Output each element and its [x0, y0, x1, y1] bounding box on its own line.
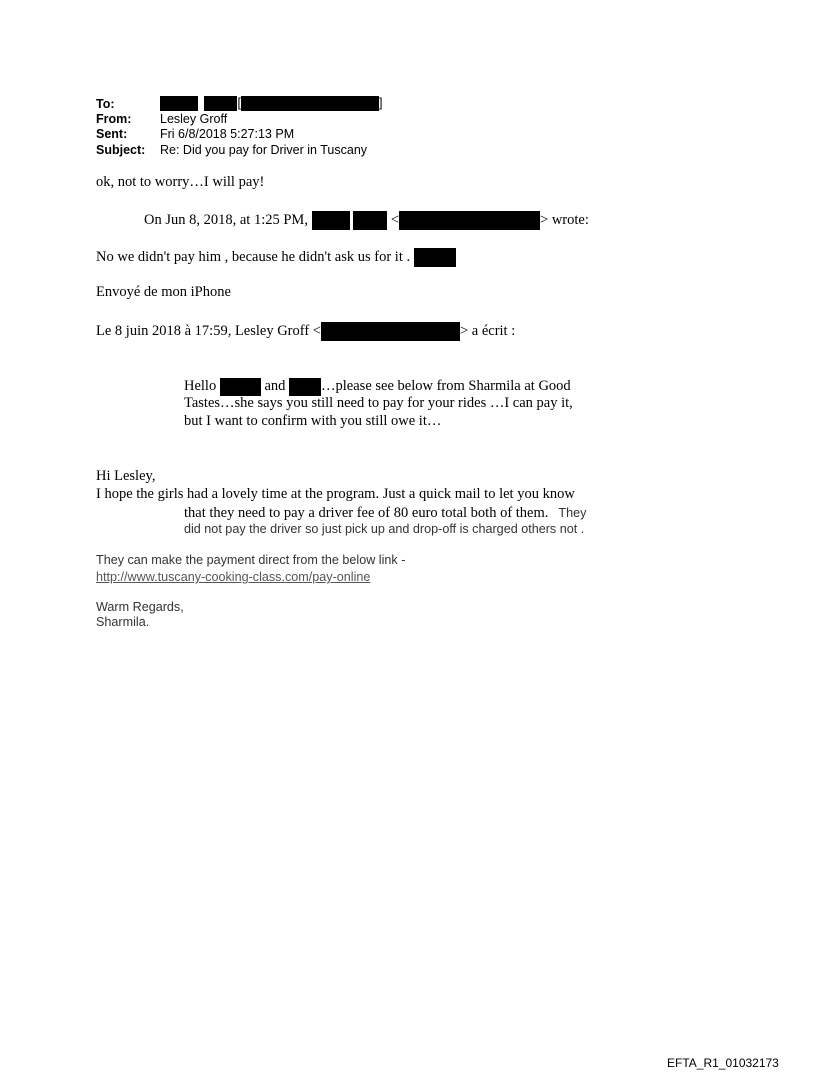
subject-value: Re: Did you pay for Driver in Tuscany [160, 143, 368, 157]
and-text: and [264, 378, 286, 394]
angle-open: < [390, 212, 400, 228]
redaction-box [353, 211, 387, 230]
reply-line: ok, not to worry…I will pay! [96, 174, 265, 190]
forwarded-line2 [184, 504, 586, 522]
redaction-box [321, 322, 460, 341]
signature-name: Sharmila. [96, 615, 150, 629]
quote1-body [96, 247, 456, 267]
redaction-box [204, 96, 237, 111]
redaction-box [399, 211, 540, 230]
to-value [160, 96, 382, 111]
quote1-signature: Envoyé de mon iPhone [96, 284, 231, 300]
quote2-intro [96, 321, 515, 341]
regards-text: Warm Regards, [96, 600, 184, 614]
forwarded-line1: I hope the girls had a lovely time at the program. Just a quick mail to let you know [96, 486, 575, 502]
quote1-intro-suffix: > wrote: [540, 212, 589, 228]
forwarded-line2-serif: that they need to pay a driver fee of 80 euro total both of them. [184, 505, 549, 521]
from-label: From: [96, 112, 132, 126]
subject-label: Subject: [96, 143, 146, 157]
quote1-intro [144, 210, 589, 230]
forwarded-line3: did not pay the driver so just pick up and drop-off is charged others not . [184, 522, 585, 536]
redaction-box [241, 96, 379, 111]
quote2-intro-prefix: Le 8 juin 2018 à 17:59, Lesley Groff < [96, 323, 321, 339]
sent-label: Sent: [96, 127, 128, 141]
redaction-box [312, 211, 350, 230]
payment-text: They can make the payment direct from the below link - [96, 553, 406, 567]
forwarded-line2-sans: They [558, 506, 587, 520]
redaction-box [414, 248, 456, 267]
quote2-line3: but I want to confirm with you still owe it… [184, 413, 442, 429]
redaction-box [160, 96, 198, 111]
quote2-line1-rest: …please see below from Sharmila at Good [321, 378, 571, 394]
hello-text: Hello [184, 378, 217, 394]
document-id: EFTA_R1_01032173 [667, 1056, 779, 1070]
quote1-body-text: No we didn't pay him , because he didn't ask us for it . [96, 249, 411, 265]
bracket-close: ] [378, 96, 383, 110]
quote2-line1 [184, 376, 571, 396]
quote2-line2: Tastes…she says you still need to pay for your rides …I can pay it, [184, 395, 573, 411]
to-label: To: [96, 97, 115, 111]
forwarded-greeting: Hi Lesley, [96, 468, 156, 484]
sent-value: Fri 6/8/2018 5:27:13 PM [160, 127, 295, 141]
redaction-box [289, 378, 321, 396]
quote2-intro-suffix: > a écrit : [459, 323, 516, 339]
from-value: Lesley Groff [160, 112, 228, 126]
payment-link[interactable]: http://www.tuscany-cooking-class.com/pay-online [96, 570, 371, 584]
quote1-intro-prefix: On Jun 8, 2018, at 1:25 PM, [144, 212, 308, 228]
bracket-open: [ [237, 96, 241, 110]
redaction-box [220, 378, 261, 396]
